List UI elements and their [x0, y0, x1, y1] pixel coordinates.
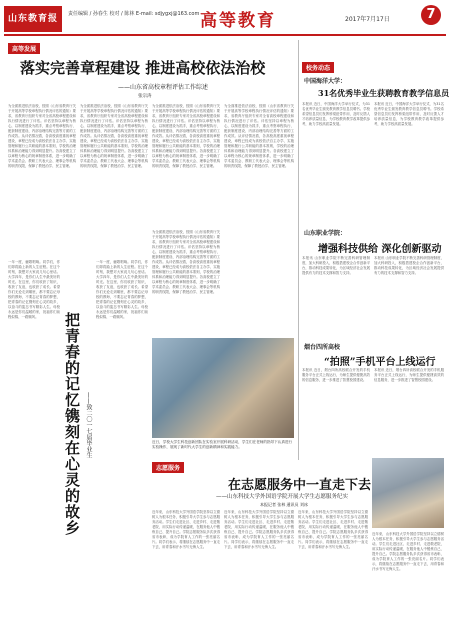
- news1-lead: 中国海洋大学：: [304, 78, 347, 85]
- sidebar-tag: 校务动态: [302, 62, 334, 73]
- article1-col1: 为全面推进依法治校，按照《山东省教育厅关于开展高等学校章程执行情况评估的通知》要求，省教育厅组织专家对全省高校章程建设和执行情况进行了评估。评估坚持以章程为核心，以制度建设为抓手，重点考察章程执行、配套制度建设、内部治理结构完善等方面的工作成效。从评估情况看，各高校高度重视章程建设，章程已经成为高校依法自主办学、实施管理和履行公共职能的基本准则，学校的治理体系和治理能力得到明显提升。各高校建立了以章程为核心的规章制度体系，进一步明确了学术委员会、教职工代表大会、理事会等机构的职责权限，保障了教授治学、民主管理。: [8, 104, 76, 168]
- article3-col3: 近年来，山东科技大学外国语学院坚持以立德树人为根本任务，积极引导大学生参与志愿服务活动。学生们走进社区、走进乡村、走进敬老院，用实际行动传递温暖，在服务他人中锻炼自己、提升自己。学院志愿服务队多次获得省市表彰，成为学院育人工作的一张亮丽名片。同学们表示，将继续在志愿服务中一直走下去，用青春和汗水书写无悔人生。: [298, 510, 368, 549]
- article1-author: 张宗涛: [138, 94, 152, 99]
- header-rule: [4, 34, 446, 36]
- masthead-info: 责任编辑 / 孙春生 校对 / 陈林 E-mail: sdjygxj@163.com: [68, 11, 200, 17]
- article1-col2: 为全面推进依法治校，按照《山东省教育厅关于开展高等学校章程执行情况评估的通知》要求，省教育厅组织专家对全省高校章程建设和执行情况进行了评估。评估坚持以章程为核心，以制度建设为抓手，重点考察章程执行、配套制度建设、内部治理结构完善等方面的工作成效。从评估情况看，各高校高度重视章程建设，章程已经成为高校依法自主办学、实施管理和履行公共职能的基本准则，学校的治理体系和治理能力得到明显提升。各高校建立了以章程为核心的规章制度体系，进一步明确了学术委员会、教职工代表大会、理事会等机构的职责权限，保障了教授治学、民主管理。: [80, 104, 148, 168]
- article2-subhead: ——致二〇一七届毕业生: [85, 392, 92, 458]
- article3-headline: 在志愿服务中一直走下去: [228, 478, 372, 493]
- news3-title: “拍照”手机平台上线运行: [324, 357, 436, 368]
- article1-headline: 落实完善章程建设 推进高校依法治校: [20, 59, 266, 77]
- news2-col2: 本报讯 山东职业学院不断完善科研管理制度，加大科研投入，积极搭建校企合作创新平台，推动科技成果转化，为区域经济社会发展提供有力的技术支撑和智力支持。: [374, 256, 444, 275]
- news1-title: 31名优秀毕业生获聘教育教学信息员: [318, 88, 450, 98]
- newspaper-logo: 山东教育报: [4, 6, 62, 32]
- photo-caption: 近日，学校大学生科技创新团队在实验室开展科研活动，学生们在老师的指导下认真进行实验操作，展现了新时代大学生的创新精神和实践能力。: [152, 440, 293, 449]
- article3-tag: 志愿服务: [152, 462, 184, 473]
- volunteer-photo: [372, 458, 444, 528]
- news3-col1: 本报讯 近日，烟台四所高校联合开发的手机服务平台正式上线运行，为师生提供便捷高效的信息服务，进一步推进了智慧校园建设。: [302, 368, 370, 382]
- news3-lead: 烟台四所高校: [304, 344, 341, 351]
- section-title: 高等教育: [200, 11, 276, 31]
- news3-col2: 本报讯 近日，烟台四所高校联合开发的手机服务平台正式上线运行，为师生提供便捷高效的信息服务，进一步推进了智慧校园建设。: [374, 368, 444, 382]
- article3-col4: 近年来，山东科技大学外国语学院坚持以立德树人为根本任务，积极引导大学生参与志愿服务活动。学生们走进社区、走进乡村、走进敬老院，用实际行动传递温暖，在服务他人中锻炼自己、提升自己。学院志愿服务队多次获得省市表彰，成为学院育人工作的一张亮丽名片。同学们表示，将继续在志愿服务中一直走下去，用青春和汗水书写无悔人生。: [372, 532, 444, 571]
- news2-title: 增强科技供给 深化创新驱动: [318, 244, 442, 255]
- issue-date: 2017年7月17日: [345, 16, 390, 23]
- article3-col2: 近年来，山东科技大学外国语学院坚持以立德树人为根本任务，积极引导大学生参与志愿服务活动。学生们走进社区、走进乡村、走进敬老院，用实际行动传递温暖，在服务他人中锻炼自己、提升自己。学院志愿服务队多次获得省市表彰，成为学院育人工作的一张亮丽名片。同学们表示，将继续在志愿服务中一直走下去，用青春和汗水书写无悔人生。: [224, 510, 294, 549]
- article2-col2: 一年一度，骊歌唱响。同学们，你们即将踏上新的人生征程。在这个时刻，我想对大家说几句心里话。大学四年，是你们人生中最美好的时光。在这里，你们收获了知识，收获了友谊，也收获了成长。希望你们无论走到哪里，都不要忘记母校的教诲，不要忘记青春的梦想，把青春的记忆镌刻在心灵的故乡，以奋斗的姿态书写精彩人生。母校永远是你们温暖的家，祝福你们前程似锦、一路顺风。: [96, 260, 148, 319]
- article1-subhead: ——山东省高校章程评估工作综述: [118, 84, 209, 91]
- sidebar-divider: [298, 40, 299, 460]
- news2-col1: 本报讯 山东职业学院不断完善科研管理制度，加大科研投入，积极搭建校企合作创新平台，推动科技成果转化，为区域经济社会发展提供有力的技术支撑和智力支持。: [302, 256, 370, 275]
- article3-author: 本报记者 张林 通讯员 刘冰: [260, 502, 308, 507]
- article1-col3b: 为全面推进依法治校，按照《山东省教育厅关于开展高等学校章程执行情况评估的通知》要求，省教育厅组织专家对全省高校章程建设和执行情况进行了评估。评估坚持以章程为核心，以制度建设为抓手，重点考察章程执行、配套制度建设、内部治理结构完善等方面的工作成效。从评估情况看，各高校高度重视章程建设，章程已经成为高校依法自主办学、实施管理和履行公共职能的基本准则，学校的治理体系和治理能力得到明显提升。各高校建立了以章程为核心的规章制度体系，进一步明确了学术委员会、教职工代表大会、理事会等机构的职责权限，保障了教授治学、民主管理。: [152, 230, 220, 294]
- page-number: 7: [421, 5, 441, 25]
- news1-col1: 本报讯 近日，中国海洋大学举行仪式，为31名优秀毕业生颁发教育教学信息员聘书。学校希望信息员们发挥桥梁纽带作用，及时反馈人才培养质量信息，为学校教育教学改革提供参考，助力学校高质量发展。: [302, 102, 370, 126]
- news-photo: [152, 338, 294, 438]
- article2-col1: 一年一度，骊歌唱响。同学们，你们即将踏上新的人生征程。在这个时刻，我想对大家说几句心里话。大学四年，是你们人生中最美好的时光。在这里，你们收获了知识，收获了友谊，也收获了成长。希望你们无论走到哪里，都不要忘记母校的教诲，不要忘记青春的梦想，把青春的记忆镌刻在心灵的故乡，以奋斗的姿态书写精彩人生。母校永远是你们温暖的家，祝福你们前程似锦、一路顺风。: [8, 260, 60, 319]
- news2-lead: 山东职业学院：: [304, 230, 347, 237]
- article1-col4: 为全面推进依法治校，按照《山东省教育厅关于开展高等学校章程执行情况评估的通知》要求，省教育厅组织专家对全省高校章程建设和执行情况进行了评估。评估坚持以章程为核心，以制度建设为抓手，重点考察章程执行、配套制度建设、内部治理结构完善等方面的工作成效。从评估情况看，各高校高度重视章程建设，章程已经成为高校依法自主办学、实施管理和履行公共职能的基本准则，学校的治理体系和治理能力得到明显提升。各高校建立了以章程为核心的规章制度体系，进一步明确了学术委员会、教职工代表大会、理事会等机构的职责权限，保障了教授治学、民主管理。: [224, 104, 294, 168]
- news1-col2: 本报讯 近日，中国海洋大学举行仪式，为31名优秀毕业生颁发教育教学信息员聘书。学校希望信息员们发挥桥梁纽带作用，及时反馈人才培养质量信息，为学校教育教学改革提供参考，助力学校高质量发展。: [374, 102, 444, 126]
- article1-col3: 为全面推进依法治校，按照《山东省教育厅关于开展高等学校章程执行情况评估的通知》要求，省教育厅组织专家对全省高校章程建设和执行情况进行了评估。评估坚持以章程为核心，以制度建设为抓手，重点考察章程执行、配套制度建设、内部治理结构完善等方面的工作成效。从评估情况看，各高校高度重视章程建设，章程已经成为高校依法自主办学、实施管理和履行公共职能的基本准则，学校的治理体系和治理能力得到明显提升。各高校建立了以章程为核心的规章制度体系，进一步明确了学术委员会、教职工代表大会、理事会等机构的职责权限，保障了教授治学、民主管理。: [152, 104, 220, 168]
- article3-col1: 近年来，山东科技大学外国语学院坚持以立德树人为根本任务，积极引导大学生参与志愿服务活动。学生们走进社区、走进乡村、走进敬老院，用实际行动传递温暖，在服务他人中锻炼自己、提升自己。学院志愿服务队多次获得省市表彰，成为学院育人工作的一张亮丽名片。同学们表示，将继续在志愿服务中一直走下去，用青春和汗水书写无悔人生。: [152, 510, 220, 549]
- article1-tag: 高等发展: [8, 43, 40, 54]
- article3-subhead: ——山东科技大学外国语学院开展大学生志愿服务纪实: [216, 494, 349, 500]
- article2-headline: 把青春的记忆镌刻在心灵的故乡: [63, 312, 81, 536]
